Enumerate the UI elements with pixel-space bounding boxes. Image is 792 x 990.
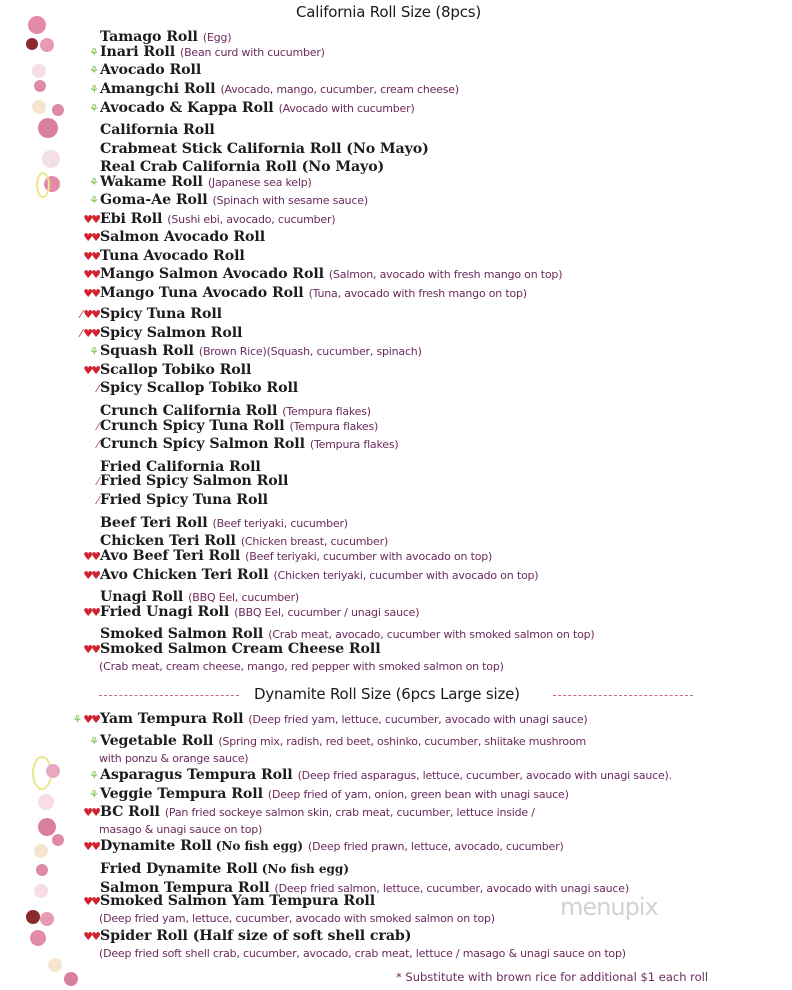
menu-item	[60, 733, 586, 750]
item-name: Inari Roll	[100, 44, 175, 60]
item-name: Fried Spicy Salmon Roll	[100, 473, 289, 489]
leaf-icon: ⚘	[89, 735, 99, 748]
item-name: Tuna Avocado Roll	[100, 248, 245, 264]
menu-item	[60, 174, 312, 191]
item-icons	[60, 493, 99, 509]
double-heart-icon: ♥♥	[83, 643, 99, 656]
item-name: Mango Tuna Avocado Roll	[100, 285, 304, 301]
item-name: Smoked Salmon Cream Cheese Roll	[100, 641, 381, 657]
menu-item	[60, 767, 672, 784]
item-description-continued: with ponzu & orange sauce)	[99, 752, 249, 765]
item-icons	[60, 230, 99, 246]
item-name: BC Roll	[100, 804, 160, 820]
flower-icon	[26, 38, 38, 50]
flower-icon	[36, 172, 50, 198]
item-name: Fried Unagi Roll	[100, 604, 230, 620]
flower-icon	[40, 38, 54, 52]
item-name: Salmon Avocado Roll	[100, 229, 265, 245]
chili-pepper-icon: ⁄	[97, 475, 99, 488]
item-icons	[60, 474, 99, 490]
menu-item	[60, 838, 564, 855]
double-heart-icon: ♥♥	[83, 840, 99, 853]
menu-item	[60, 155, 384, 175]
menu-item	[60, 585, 299, 605]
item-name: Beef Teri Roll	[100, 515, 208, 531]
section-title-dynamite: Dynamite Roll Size (6pcs Large size)	[254, 685, 520, 703]
menu-item	[60, 306, 222, 323]
flower-icon	[38, 794, 54, 810]
menu-item	[60, 399, 371, 419]
item-icons	[60, 529, 99, 545]
divider-left	[99, 695, 239, 696]
menu-item	[60, 473, 288, 490]
item-icons	[60, 307, 99, 323]
item-description: (Pan fried sockeye salmon skin, crab meat, cucumber, lettuce inside /	[164, 806, 535, 819]
double-heart-icon: ♥♥	[83, 268, 99, 281]
double-heart-icon: ♥♥	[83, 308, 99, 321]
item-icons	[60, 45, 99, 61]
leaf-icon: ⚘	[89, 46, 99, 59]
menu-item	[60, 604, 419, 621]
flower-icon	[26, 910, 40, 924]
item-icons	[60, 267, 99, 283]
item-description: (Avocado, mango, cucumber, cream cheese)	[220, 83, 459, 96]
item-description: (Japanese sea kelp)	[207, 176, 312, 189]
flower-icon	[36, 864, 48, 876]
item-name: Spider Roll (Half size of soft shell crab)	[100, 928, 412, 944]
item-name: Unagi Roll	[100, 589, 184, 605]
item-name: California Roll	[100, 122, 215, 138]
double-heart-icon: ♥♥	[83, 713, 99, 726]
item-icons	[60, 894, 99, 910]
item-icons	[60, 101, 99, 117]
double-heart-icon: ♥♥	[83, 327, 99, 340]
item-description: (Bean curd with cucumber)	[179, 46, 325, 59]
item-icons	[60, 511, 99, 527]
flower-icon	[34, 844, 48, 858]
item-icons	[60, 929, 99, 945]
leaf-icon: ⚘	[89, 345, 99, 358]
menu-item	[60, 325, 242, 342]
item-description: (Tempura flakes)	[289, 420, 379, 433]
item-description: (Egg)	[202, 31, 232, 44]
item-description: (Spinach with sesame sauce)	[212, 194, 368, 207]
leaf-icon: ⚘	[89, 83, 99, 96]
menu-item	[60, 362, 251, 379]
flower-icon	[42, 150, 60, 168]
item-description-continued: masago & unagi sauce on top)	[99, 823, 263, 836]
item-name-note: (No fish egg)	[261, 862, 349, 876]
menu-item	[60, 511, 348, 531]
item-name: Dynamite Roll	[100, 838, 212, 854]
menu-item	[60, 25, 231, 45]
menu-item	[60, 211, 335, 228]
item-description-continued: (Deep fried soft shell crab, cucumber, avocado, crab meat, lettuce / masago & unagi sauce on top)	[99, 947, 626, 960]
item-icons	[60, 787, 99, 803]
chili-pepper-icon: ⁄	[97, 494, 99, 507]
chili-pepper-icon: ⁄	[97, 382, 99, 395]
item-name: Squash Roll	[100, 343, 194, 359]
menu-item	[60, 229, 265, 246]
item-description: (Chicken teriyaki, cucumber with avocado on top)	[273, 569, 539, 582]
item-name: Crunch Spicy Tuna Roll	[100, 418, 285, 434]
menu-item	[60, 266, 562, 283]
item-icons	[60, 212, 99, 228]
item-icons	[60, 419, 99, 435]
item-description-continued: (Crab meat, cream cheese, mango, red pepper with smoked salmon on top)	[99, 660, 504, 673]
item-name: Avocado Roll	[100, 62, 202, 78]
leaf-icon: ⚘	[89, 102, 99, 115]
double-heart-icon: ♥♥	[83, 930, 99, 943]
flower-icon	[64, 972, 78, 986]
item-name: Tamago Roll	[100, 29, 198, 45]
leaf-icon: ⚘	[89, 194, 99, 207]
flower-icon	[38, 118, 58, 138]
chili-pepper-icon: ⁄	[97, 438, 99, 451]
item-icons	[60, 344, 99, 360]
item-icons	[60, 137, 99, 153]
item-icons	[60, 286, 99, 302]
item-description: (Deep fried prawn, lettuce, avocado, cucumber)	[308, 840, 564, 853]
menu-item	[60, 928, 411, 945]
item-icons	[60, 734, 99, 750]
item-description: (Deep fried salmon, lettuce, cucumber, avocado with unagi sauce)	[274, 882, 629, 895]
item-description: (Sushi ebi, avocado, cucumber)	[167, 213, 336, 226]
item-icons	[60, 249, 99, 265]
item-icons	[60, 622, 99, 638]
section-title-california: California Roll Size (8pcs)	[296, 3, 482, 21]
item-icons	[60, 155, 99, 171]
chili-pepper-icon: ⁄	[80, 327, 83, 340]
menu-item	[60, 529, 388, 549]
item-description: (Chicken breast, cucumber)	[240, 535, 389, 548]
menu-item	[60, 804, 535, 821]
double-heart-icon: ♥♥	[83, 806, 99, 819]
menu-item	[60, 380, 298, 397]
leaf-icon: ⚘	[72, 713, 83, 726]
menu-item	[60, 137, 429, 157]
leaf-icon: ⚘	[89, 769, 99, 782]
item-description: (Deep fried yam, lettuce, cucumber, avocado with unagi sauce)	[248, 713, 588, 726]
menu-item	[60, 343, 422, 360]
item-name-note: (No fish egg)	[215, 839, 304, 853]
item-description: (Spring mix, radish, red beet, oshinko, cucumber, shiitake mushroom	[218, 735, 586, 748]
double-heart-icon: ♥♥	[83, 606, 99, 619]
item-description: (Beef teriyaki, cucumber)	[212, 517, 348, 530]
item-icons	[60, 549, 99, 565]
double-heart-icon: ♥♥	[83, 231, 99, 244]
item-icons	[60, 805, 99, 821]
flower-icon	[32, 100, 46, 114]
item-icons	[60, 642, 99, 658]
menu-item	[60, 248, 245, 265]
menu-item	[60, 81, 459, 98]
flower-icon	[38, 818, 56, 836]
item-icons	[60, 82, 99, 98]
item-name: Smoked Salmon Yam Tempura Roll	[100, 893, 376, 909]
item-name: Smoked Salmon Roll	[100, 626, 264, 642]
item-icons	[60, 399, 99, 415]
double-heart-icon: ♥♥	[83, 287, 99, 300]
item-description: (Deep fried asparagus, lettuce, cucumber, avocado with unagi sauce).	[297, 769, 672, 782]
item-name: Spicy Scallop Tobiko Roll	[100, 380, 299, 396]
menu-item	[60, 285, 527, 302]
item-icons	[60, 118, 99, 134]
menu-item	[60, 418, 378, 435]
flower-icon	[28, 16, 46, 34]
menu-item	[60, 118, 215, 138]
item-description: (Tempura flakes)	[282, 405, 371, 418]
flower-icon	[34, 80, 46, 92]
item-icons	[60, 568, 99, 584]
flower-icon	[34, 884, 48, 898]
menu-item	[60, 192, 368, 209]
menu-item	[60, 641, 380, 658]
double-heart-icon: ♥♥	[83, 250, 99, 263]
item-icons	[60, 326, 99, 342]
menu-item	[60, 548, 492, 565]
item-icons	[60, 712, 99, 728]
item-name: Scallop Tobiko Roll	[100, 362, 252, 378]
flower-icon	[32, 64, 46, 78]
item-icons	[60, 876, 99, 892]
item-icons	[60, 437, 99, 453]
double-heart-icon: ♥♥	[83, 550, 99, 563]
watermark: menupix	[560, 893, 658, 921]
item-name: Fried California Roll	[100, 459, 261, 475]
menu-item	[60, 62, 201, 79]
item-name: Avocado & Kappa Roll	[100, 100, 274, 116]
item-name: Ebi Roll	[100, 211, 163, 227]
flower-icon	[46, 764, 60, 778]
menu-item	[60, 786, 569, 803]
item-icons	[60, 193, 99, 209]
item-description: (Tuna, avocado with fresh mango on top)	[308, 287, 527, 300]
item-name: Fried Dynamite Roll	[100, 861, 258, 877]
chili-pepper-icon: ⁄	[97, 420, 99, 433]
item-name: Goma-Ae Roll	[100, 192, 208, 208]
item-name: Mango Salmon Avocado Roll	[100, 266, 324, 282]
item-name: Crabmeat Stick California Roll (No Mayo)	[100, 141, 429, 157]
item-name: Avo Chicken Teri Roll	[100, 567, 269, 583]
footnote: * Substitute with brown rice for additional $1 each roll	[396, 970, 709, 984]
menu-item	[60, 436, 398, 453]
item-name: Yam Tempura Roll	[100, 711, 244, 727]
menu-item	[60, 455, 261, 475]
double-heart-icon: ♥♥	[83, 569, 99, 582]
item-description: (BBQ Eel, cucumber)	[188, 591, 299, 604]
item-name: Asparagus Tempura Roll	[100, 767, 293, 783]
menu-item	[60, 893, 375, 910]
leaf-icon: ⚘	[89, 176, 99, 189]
item-icons	[60, 585, 99, 601]
item-icons	[60, 455, 99, 471]
item-icons	[60, 63, 99, 79]
flower-icon	[48, 958, 62, 972]
chili-pepper-icon: ⁄	[80, 308, 83, 321]
double-heart-icon: ♥♥	[83, 895, 99, 908]
double-heart-icon: ♥♥	[83, 364, 99, 377]
flower-icon	[30, 930, 46, 946]
item-icons	[60, 25, 99, 41]
menu-item	[60, 100, 415, 117]
double-heart-icon: ♥♥	[83, 213, 99, 226]
item-description-continued: (Deep fried yam, lettuce, cucumber, avocado with smoked salmon on top)	[99, 912, 495, 925]
item-name: Wakame Roll	[100, 174, 203, 190]
leaf-icon: ⚘	[89, 788, 99, 801]
item-name: Spicy Tuna Roll	[100, 306, 222, 322]
item-name: Avo Beef Teri Roll	[100, 548, 241, 564]
item-name: Amangchi Roll	[100, 81, 216, 97]
item-name: Spicy Salmon Roll	[100, 325, 243, 341]
menu-item	[60, 492, 268, 509]
item-name: Salmon Tempura Roll	[100, 880, 270, 896]
divider-right	[553, 695, 693, 696]
item-icons	[60, 839, 99, 855]
item-description: (Brown Rice)(Squash, cucumber, spinach)	[198, 345, 422, 358]
item-description: (Beef teriyaki, cucumber with avocado on top)	[245, 550, 493, 563]
item-description: (Tempura flakes)	[309, 438, 399, 451]
item-description: (BBQ Eel, cucumber / unagi sauce)	[234, 606, 420, 619]
item-name: Chicken Teri Roll	[100, 533, 236, 549]
item-icons	[60, 605, 99, 621]
item-name: Veggie Tempura Roll	[100, 786, 263, 802]
item-description: (Avocado with cucumber)	[278, 102, 415, 115]
item-description: (Salmon, avocado with fresh mango on top)	[328, 268, 563, 281]
leaf-icon: ⚘	[89, 64, 99, 77]
item-name: Crunch California Roll	[100, 403, 278, 419]
item-name: Crunch Spicy Salmon Roll	[100, 436, 305, 452]
item-icons	[60, 175, 99, 191]
item-name: Vegetable Roll	[100, 733, 214, 749]
menu-item	[60, 711, 588, 728]
item-description: (Deep fried of yam, onion, green bean with unagi sauce)	[267, 788, 569, 801]
menu-item	[60, 622, 594, 642]
menu-item	[60, 44, 325, 61]
item-icons	[60, 857, 99, 873]
flower-icon	[40, 912, 54, 926]
menu-item	[60, 857, 349, 877]
item-name: Fried Spicy Tuna Roll	[100, 492, 268, 508]
item-name: Real Crab California Roll (No Mayo)	[100, 159, 385, 175]
item-description: (Crab meat, avocado, cucumber with smoked salmon on top)	[268, 628, 595, 641]
item-icons	[60, 363, 99, 379]
item-icons	[60, 768, 99, 784]
menu-item	[60, 567, 538, 584]
item-icons	[60, 381, 99, 397]
